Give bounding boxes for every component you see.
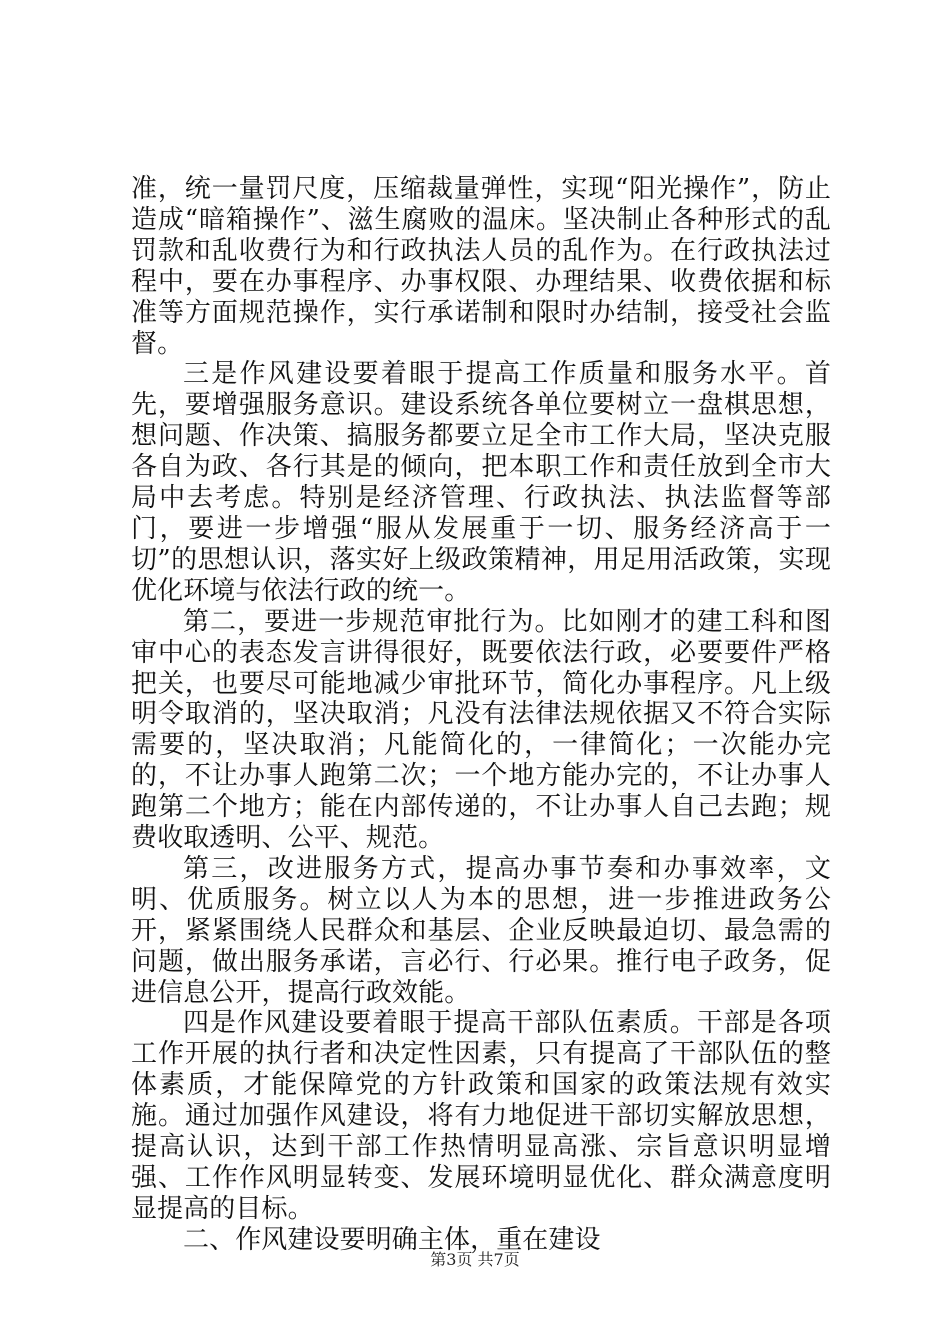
page-number: 第3页 共7页 [430,1250,520,1269]
paragraph-point-three: 三是作风建设要着眼于提高工作质量和服务水平。首先，要增强服务意识。建设系统各单位要树立一盘棋思想，想问题、作决策、搞服务都要立足全市工作大局，坚决克服各自为政、各行其是的倾向，把本职工作和责任放到全市大局中去考虑。特别是经济管理、行政执法、执法监督等部门，要进一步增强“服从发展重于一切、服务经济高于一切”的思想认识，落实好上级政策精神，用足用活政策，实现优化环境与依法行政的统一。 [131,359,831,606]
document-body [131,174,831,1256]
section-heading: 二、作风建设要明确主体，重在建设 [183,1224,601,1255]
paragraph-second: 第二，要进一步规范审批行为。比如刚才的建工科和图审中心的表态发言讲得很好，既要依法行政，必要要件严格把关，也要尽可能地减少审批环节，简化办事程序。凡上级明令取消的，坚决取消；凡没有法律法规依据又不符合实际需要的，坚决取消；凡能简化的，一律简化；一次能办完的，不让办事人跑第二次；一个地方能办完的，不让办事人跑第二个地方；能在内部传递的，不让办事人自己去跑；规费收取透明、公平、规范。 [131,606,831,854]
page-footer [0,1247,950,1270]
paragraph-continuation: 准，统一量罚尺度，压缩裁量弹性，实现“阳光操作”，防止造成“暗箱操作”、滋生腐败的温床。坚决制止各种形式的乱罚款和乱收费行为和行政执法人员的乱作为。在行政执法过程中，要在办事程序、办事权限、办理结果、收费依据和标准等方面规范操作，实行承诺制和限时办结制，接受社会监督。 [131,174,831,359]
paragraph-third: 第三，改进服务方式，提高办事节奏和办事效率，文明、优质服务。树立以人为本的思想，进一步推进政务公开，紧紧围绕人民群众和基层、企业反映最迫切、最急需的问题，做出服务承诺，言必行、行必果。推行电子政务，促进信息公开，提高行政效能。 [131,853,831,1008]
paragraph-point-four: 四是作风建设要着眼于提高干部队伍素质。干部是各项工作开展的执行者和决定性因素，只有提高了干部队伍的整体素质，才能保障党的方针政策和国家的政策法规有效实施。通过加强作风建设，将有力地促进干部切实解放思想，提高认识，达到干部工作热情明显高涨、宗旨意识明显增强、工作作风明显转变、发展环境明显优化、群众满意度明显提高的目标。 [131,1008,831,1224]
